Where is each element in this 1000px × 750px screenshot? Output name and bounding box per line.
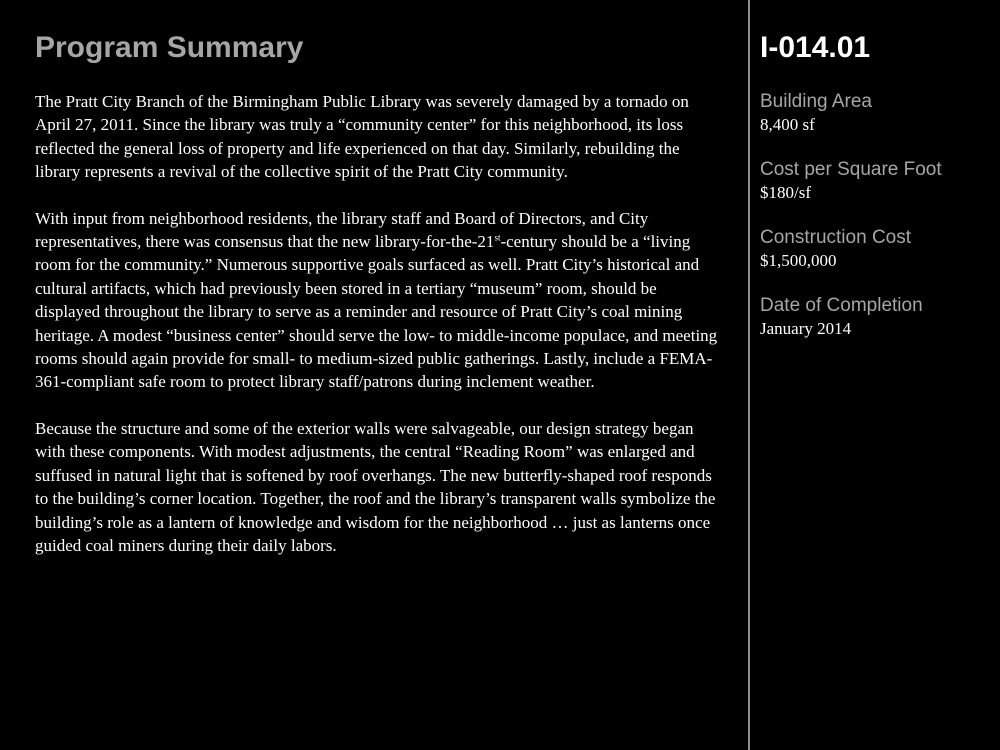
project-id: I-014.01 [760, 31, 871, 64]
fact-value: $1,500,000 [760, 251, 837, 270]
paragraph-2-text-end: -century should be a “living room for the community.” Numerous supportive goals surfaced as well. Pratt City’s historical and cultural artifacts, which had previously been stored in a tertiary “museum” room, should be displayed throughout the library to serve as a reminder and resource of Pratt City’s coal mining heritage. A modest “business center” should serve the low- to middle-income populace, and meeting rooms should again provide for small- to medium-sized public gatherings. Lastly, include a FEMA-361-compliant safe room to protect library staff/patrons during inclement weather. [35, 232, 718, 392]
paragraph-2 [35, 207, 725, 394]
fact-construction-cost [760, 226, 995, 272]
fact-cost-per-square-foot [760, 158, 995, 204]
project-facts-sidebar [760, 28, 995, 362]
vertical-divider [748, 0, 750, 750]
program-summary-section [35, 28, 725, 580]
fact-label: Cost per Square Foot [760, 159, 942, 180]
fact-label: Building Area [760, 91, 872, 112]
fact-building-area [760, 90, 995, 136]
paragraph-1: The Pratt City Branch of the Birmingham Public Library was severely damaged by a tornado on April 27, 2011. Since the library was truly a “community center” for this neighborhood, its loss reflected the general loss of property and life experienced on that day. Similarly, rebuilding the library represents a revival of the collective spirit of the Pratt City community. [35, 92, 689, 182]
fact-label: Construction Cost [760, 227, 912, 248]
superscript-st: st [494, 232, 501, 243]
fact-value: $180/sf [760, 183, 811, 202]
fact-value: January 2014 [760, 319, 852, 338]
fact-label: Date of Completion [760, 295, 923, 316]
fact-date-of-completion [760, 294, 995, 340]
fact-value: 8,400 sf [760, 115, 815, 134]
page-title: Program Summary [35, 31, 304, 64]
paragraph-3: Because the structure and some of the exterior walls were salvageable, our design strategy began with these components. With modest adjustments, the central “Reading Room” was enlarged and suffused in natural light that is softened by roof overhangs. The new butterfly-shaped roof responds to the building’s corner location. Together, the roof and the library’s transparent walls symbolize the building’s role as a lantern of knowledge and wisdom for the neighborhood … just as lanterns once guided coal miners during their daily labors. [35, 418, 716, 555]
paragraph-2-text-start: With input from neighborhood residents, the library staff and Board of Directors, and City representatives, there was consensus that the new library-for-the-21 [35, 208, 649, 252]
